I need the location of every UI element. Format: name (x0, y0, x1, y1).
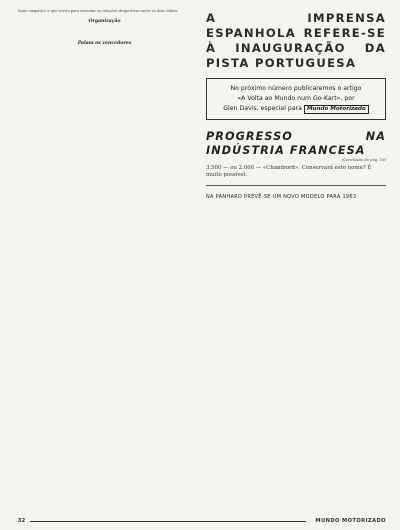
publication-name: MUNDO MOTORIZADO (315, 518, 386, 524)
mundo-motorizado-logo: Mundo Motorizado (304, 105, 369, 114)
page-footer (18, 518, 386, 526)
headline-progresso: PROGRESSO NA INDÚSTRIA FRANCESA (206, 130, 386, 157)
footer-rule (30, 521, 306, 522)
section-heading-organizacao: Organização (88, 19, 121, 25)
organizacao-body (18, 30, 191, 36)
announcement-line-3 (213, 104, 379, 114)
intro-paragraph: tante simpático e que serviu para estreitar as relações desportivas entre os dois clubes. (18, 9, 179, 13)
section-heading-vencedores: Palam os vencedores (77, 40, 132, 46)
section-divider (206, 185, 386, 186)
announcement-line-1: No próximo número publicaremos o artigo (230, 85, 362, 92)
announcement-line-3-text: Glen Davis, especial para (223, 105, 302, 112)
announcement-line-2: «A Volta ao Mundo num Go-Kart», por (237, 95, 355, 102)
continuation-note: (Conclusão da pág. 16) (341, 157, 386, 162)
left-column (18, 8, 191, 51)
panhard-subheading: NA PANHARD PREVÊ-SE UM NOVO MODELO PARA 1963 (206, 194, 357, 201)
announcement-box (206, 78, 386, 120)
right-column (206, 8, 386, 203)
headline-imprensa-espanhola: A IMPRENSA ESPANHOLA REFERE-SE À INAUGURAÇÃO DA PISTA PORTUGUESA (206, 11, 386, 70)
page-number: 32 (18, 518, 26, 524)
lead-paragraph: 3.500 — ou 2.000 — «Chambord». Conservará este nome? É muito possível. (206, 165, 372, 179)
